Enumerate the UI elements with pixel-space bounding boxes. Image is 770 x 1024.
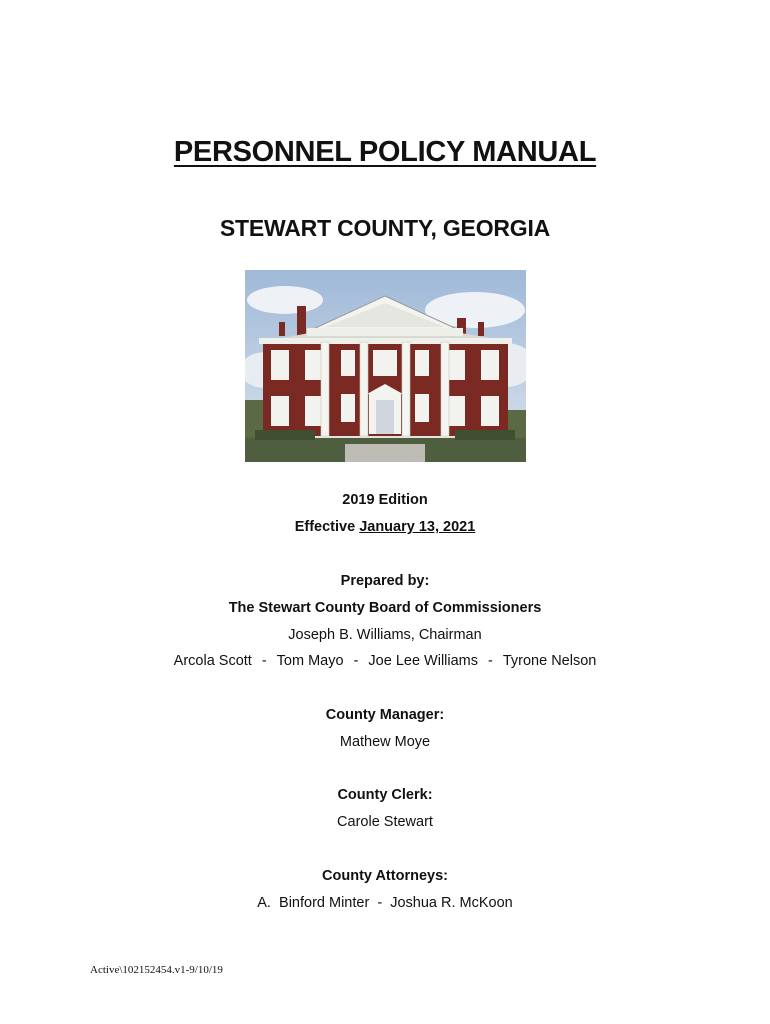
member-separator: - — [488, 653, 493, 669]
chairman-line: Joseph B. Williams, Chairman — [288, 627, 482, 643]
effective-line — [0, 519, 770, 535]
commissioner-name: Tom Mayo — [276, 653, 344, 669]
member-separator: - — [261, 653, 267, 669]
commissioners-line — [0, 653, 770, 669]
document-subtitle: STEWART COUNTY, GEORGIA — [219, 215, 551, 241]
county-attorneys-names: A. Binford Minter - Joshua R. McKoon — [257, 895, 513, 911]
commissioner-name: Joe Lee Williams — [368, 653, 478, 669]
commissioner-name: Tyrone Nelson — [502, 653, 597, 669]
commissioner-name: Arcola Scott — [173, 653, 252, 669]
board-name: The Stewart County Board of Commissioners — [228, 600, 542, 616]
edition-line: 2019 Edition — [342, 492, 428, 508]
effective-date: January 13, 2021 — [359, 519, 476, 535]
courthouse-photo — [245, 270, 526, 462]
prepared-by-label: Prepared by: — [340, 573, 430, 589]
county-clerk-name: Carole Stewart — [337, 814, 433, 830]
document-title: PERSONNEL POLICY MANUAL — [173, 136, 597, 168]
effective-label: Effective — [294, 519, 356, 535]
county-clerk-label: County Clerk: — [337, 787, 433, 803]
county-attorneys-label: County Attorneys: — [322, 868, 448, 884]
document-id-footer: Active\102152454.v1-9/10/19 — [90, 964, 223, 976]
county-manager-label: County Manager: — [325, 707, 445, 723]
member-separator: - — [353, 653, 359, 669]
county-manager-name: Mathew Moye — [339, 734, 431, 750]
